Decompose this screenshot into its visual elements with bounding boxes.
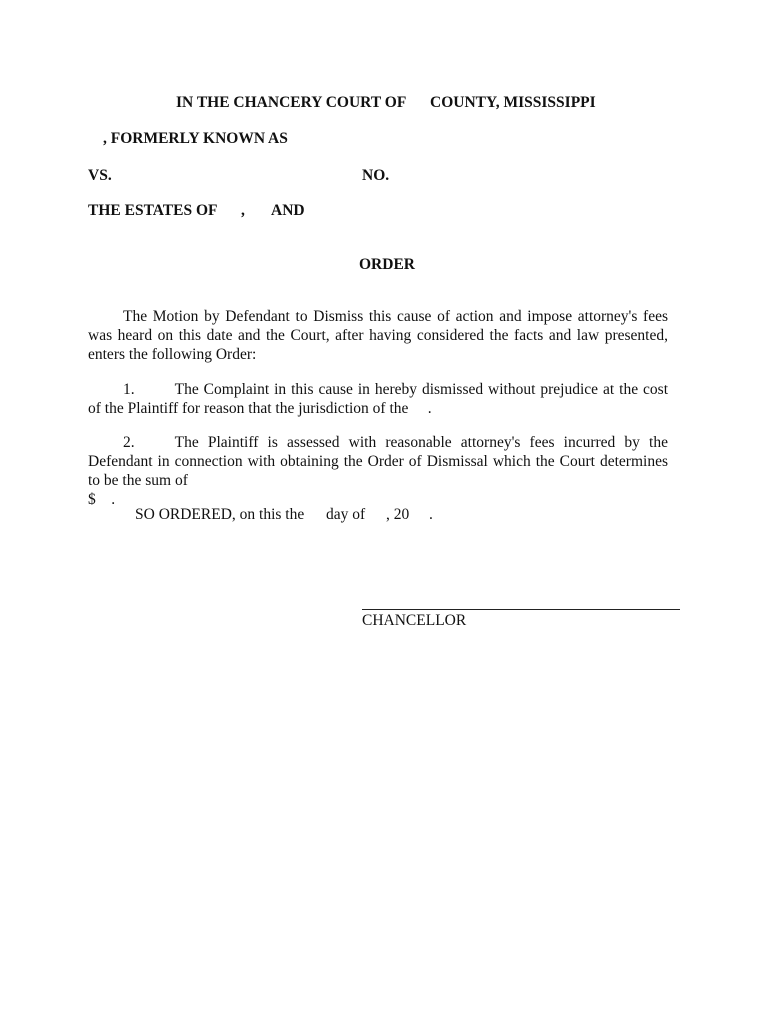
item-2-text: The Plaintiff is assessed with reasonable attorney's fees incurred by the Defendant in connection with obtaining the Order of Dismissal which the Court determines to be the sum of [88,434,668,489]
formerly-known-as: , FORMERLY KNOWN AS [103,130,288,147]
case-number-label: NO. [362,167,390,184]
court-name-prefix: IN THE CHANCERY COURT OF [176,94,407,111]
so-ordered-end: . [429,506,433,523]
item-1-end: . [427,400,432,417]
year-prefix: , 20 [386,506,410,523]
document-title: ORDER [359,256,415,273]
item-1-text: The Complaint in this cause in hereby dismissed without prejudice at the cost of the Plaintiff for reason that the jurisdiction of the [88,381,668,417]
item-1-number: 1. [123,381,135,398]
order-item-1 [88,380,668,418]
estates-and: AND [271,202,305,219]
item-2-end: . [111,491,116,508]
estates-of-label: THE ESTATES OF [88,202,218,219]
order-item-2 [88,433,668,509]
item-2-number: 2. [123,434,135,451]
item-2-dollar: $ [88,491,96,508]
intro-text: The Motion by Defendant to Dismiss this cause of action and impose attorney's fees was heard on this date and the Court, after having considered the facts and law presented, enters the following Order: [88,308,668,363]
versus-label: VS. [88,167,112,184]
signature-line [362,609,680,610]
day-of-text: day of [326,506,366,523]
estates-comma: , [241,202,245,219]
chancellor-label: CHANCELLOR [362,612,467,629]
so-ordered-text: SO ORDERED, on this the [135,506,305,523]
county-state: COUNTY, MISSISSIPPI [430,94,596,111]
intro-paragraph [88,307,668,364]
